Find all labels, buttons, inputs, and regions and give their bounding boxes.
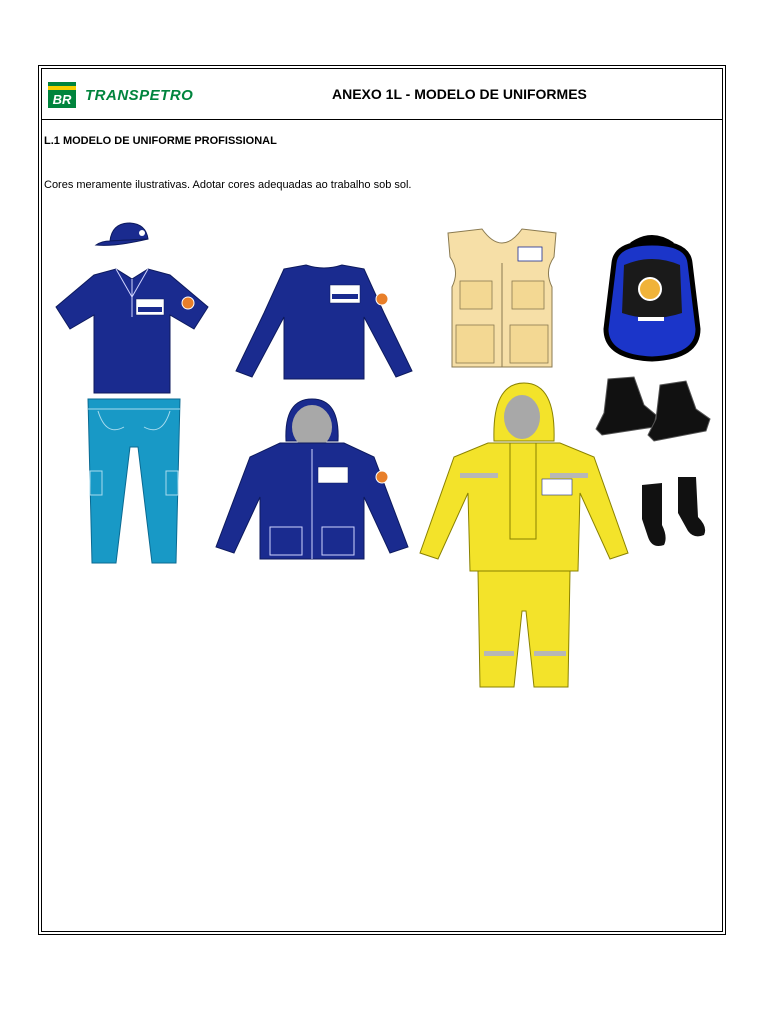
- page-title: ANEXO 1L - MODELO DE UNIFORMES: [332, 86, 587, 102]
- br-logo-icon: [48, 82, 76, 108]
- page-frame-inner: [41, 68, 723, 932]
- long-sleeve-shirt-icon: [234, 263, 414, 381]
- header: [42, 69, 722, 120]
- hooded-jacket-icon: [214, 397, 410, 561]
- socks-icon: [638, 473, 712, 549]
- polo-shirt-icon: [54, 267, 210, 397]
- brand-logo: [48, 82, 193, 108]
- brand-name: TRANSPETRO: [85, 86, 194, 104]
- trousers-icon: [84, 397, 184, 567]
- section-title: L.1 MODELO DE UNIFORME PROFISSIONAL: [44, 135, 277, 147]
- brand-badge-text: BR: [52, 92, 72, 107]
- boots-icon: [594, 375, 714, 445]
- vest-icon: [442, 227, 562, 371]
- cap-icon: [94, 219, 158, 251]
- page-frame: [38, 65, 726, 935]
- color-note: Cores meramente ilustrativas. Adotar cores adequadas ao trabalho sob sol.: [44, 179, 412, 191]
- backpack-icon: [602, 233, 702, 363]
